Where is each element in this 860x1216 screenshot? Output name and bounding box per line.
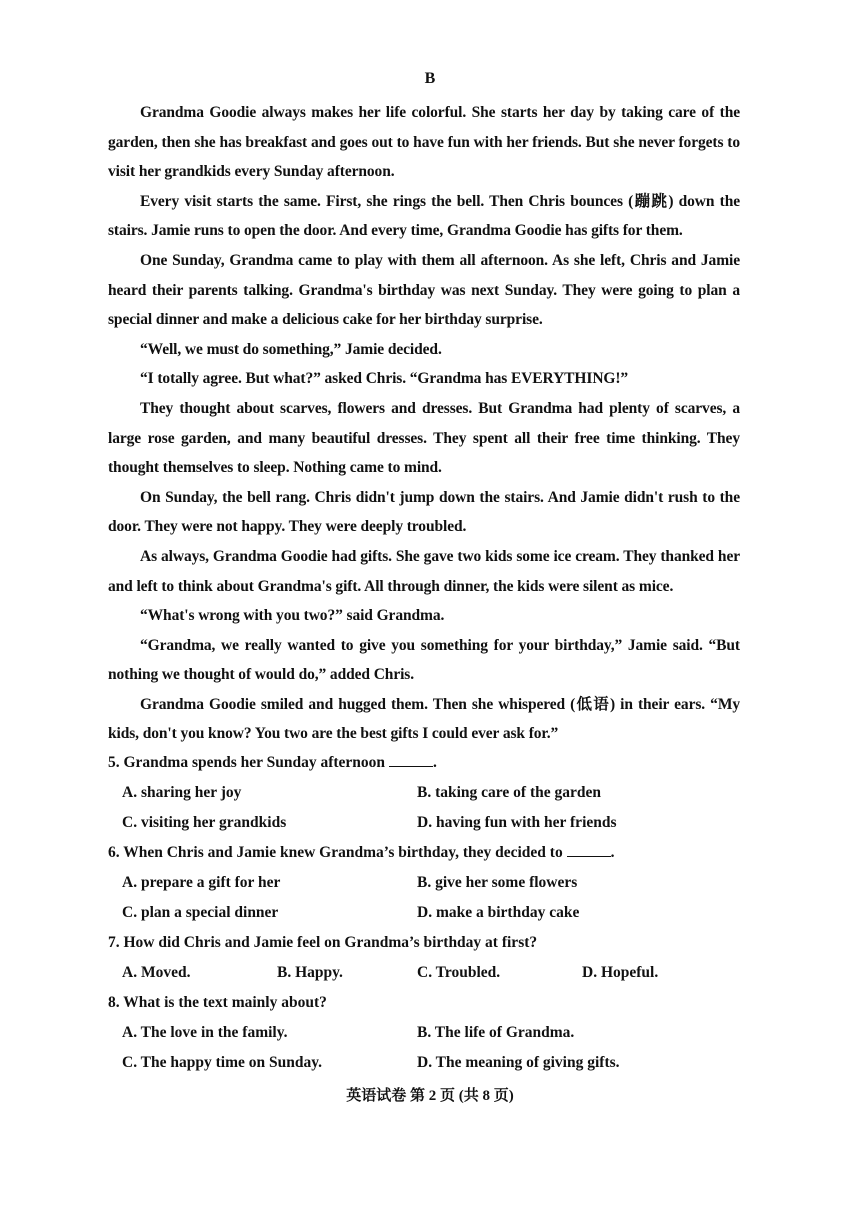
question-6: 6. When Chris and Jamie knew Grandma’s birthday, they decided to . A. prepare a gift for her B. give her some flowers C. plan a special dinner D. make a birthday cake (108, 838, 748, 928)
option-b: B. give her some flowers (417, 874, 578, 891)
passage-paragraph: “Grandma, we really wanted to give you something for your birthday,” Jamie said. “But nothing we thought of would do,” added Chris. (108, 636, 740, 684)
passage-paragraph: They thought about scarves, flowers and dresses. But Grandma had plenty of scarves, a large rose garden, and many beautiful dresses. They spent all their free time thinking. They thought themselves to sleep. Nothing came to mind. (108, 399, 740, 477)
passage-paragraph: “I totally agree. But what?” asked Chris. “Grandma has EVERYTHING!” (140, 370, 629, 388)
question-stem: 6. When Chris and Jamie knew Grandma’s birthday, they decided to (108, 844, 563, 861)
question-stem: 5. Grandma spends her Sunday afternoon (108, 754, 386, 771)
passage-paragraph: Every visit starts the same. First, she rings the bell. Then Chris bounces (蹦跳) down the stairs. Jamie runs to open the door. And every time, Grandma Goodie has gifts for them. (108, 192, 740, 240)
questions-section (108, 748, 748, 1078)
option-a: A. sharing her joy (122, 784, 242, 801)
passage-paragraph: “What's wrong with you two?” said Grandma. (140, 607, 445, 625)
reading-passage (108, 98, 740, 749)
options (108, 1018, 748, 1078)
option-d: D. make a birthday cake (417, 904, 580, 921)
option-d: D. having fun with her friends (417, 814, 617, 831)
option-b: B. taking care of the garden (417, 784, 601, 801)
passage-paragraph: Grandma Goodie smiled and hugged them. Then she whispered (低语) in their ears. “My kids, don't you know? You two are the best gifts I could ever ask for.” (108, 695, 740, 743)
option-b: B. The life of Grandma. (417, 1024, 575, 1041)
option-b: B. Happy. (277, 964, 343, 981)
answer-blank (567, 842, 611, 857)
option-d: D. The meaning of giving gifts. (417, 1054, 620, 1071)
option-c: C. plan a special dinner (122, 904, 279, 921)
option-c: C. Troubled. (417, 964, 501, 981)
option-a: A. prepare a gift for her (122, 874, 281, 891)
question-5: 5. Grandma spends her Sunday afternoon . A. sharing her joy B. taking care of the garden C. visiting her grandkids D. having fun with her friends (108, 748, 748, 838)
answer-blank (389, 752, 433, 767)
option-a: A. Moved. (122, 964, 191, 981)
question-8 (108, 988, 748, 1078)
passage-paragraph: As always, Grandma Goodie had gifts. She gave two kids some ice cream. They thanked her and left to think about Grandma's gift. All through dinner, the kids were silent as mice. (108, 547, 740, 595)
passage-paragraph: One Sunday, Grandma came to play with them all afternoon. As she left, Chris and Jamie heard their parents talking. Grandma's birthday was next Sunday. They were going to plan a special dinner and make a delicious cake for her birthday surprise. (108, 251, 740, 329)
options (108, 778, 748, 838)
option-c: C. The happy time on Sunday. (122, 1054, 322, 1071)
passage-paragraph: “Well, we must do something,” Jamie decided. (140, 340, 442, 358)
page-footer: 英语试卷 第 2 页 (共 8 页) (346, 1088, 514, 1104)
options (108, 868, 748, 928)
passage-paragraph: Grandma Goodie always makes her life colorful. She starts her day by taking care of the garden, then she has breakfast and goes out to have fun with her friends. But she never forgets to visit her grandkids every Sunday afternoon. (108, 104, 740, 181)
option-d: D. Hopeful. (582, 964, 659, 981)
section-letter: B (424, 70, 436, 87)
option-a: A. The love in the family. (122, 1024, 288, 1041)
options (108, 958, 748, 988)
question-stem: 8. What is the text mainly about? (108, 994, 327, 1011)
question-7 (108, 928, 748, 988)
question-stem: 7. How did Chris and Jamie feel on Grandma’s birthday at first? (108, 934, 538, 951)
passage-paragraph: On Sunday, the bell rang. Chris didn't jump down the stairs. And Jamie didn't rush to the door. They were not happy. They were deeply troubled. (108, 488, 740, 536)
option-c: C. visiting her grandkids (122, 814, 287, 831)
